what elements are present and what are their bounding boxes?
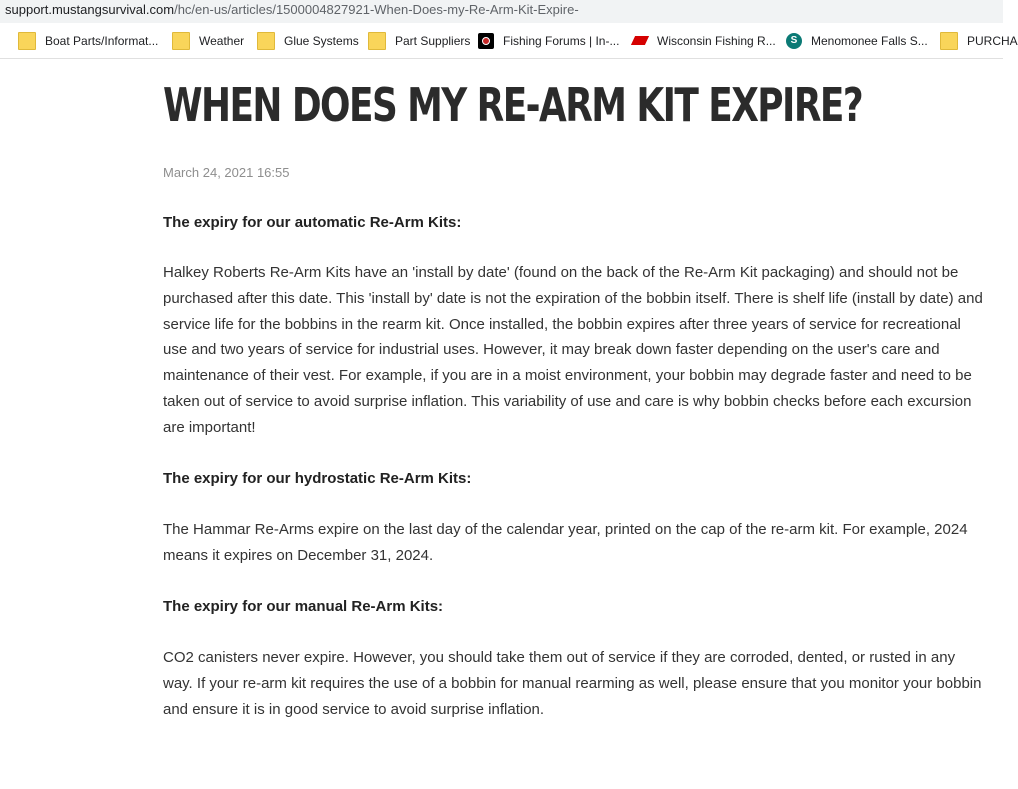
bookmark-label: Wisconsin Fishing R...: [657, 34, 776, 48]
bookmark-label: Fishing Forums | In-...: [503, 34, 620, 48]
bookmark-menomonee-falls[interactable]: [786, 31, 928, 51]
section-body-hydrostatic: The Hammar Re-Arms expire on the last day of the calendar year, printed on the cap of the re-arm kit. For example, 2024 means it expires on December 31, 2024.: [163, 521, 968, 564]
bookmark-label: Glue Systems: [284, 34, 359, 48]
sharepoint-icon: S: [786, 33, 802, 49]
section-heading-manual: The expiry for our manual Re-Arm Kits:: [163, 598, 444, 615]
section-heading-hydrostatic: The expiry for our hydrostatic Re-Arm Kits:: [163, 470, 472, 487]
section-heading-automatic: The expiry for our automatic Re-Arm Kits:: [163, 214, 462, 231]
section-body-manual: CO2 canisters never expire. However, you should take them out of service if they are corroded, dented, or rusted in any way. If your re-arm kit requires the use of a bobbin for manual rearming as well, please ensure that you monitor your bobbin and ensure it is in good service to avoid surprise inflation.: [163, 649, 982, 718]
folder-icon: [257, 32, 275, 50]
bookmark-label: PURCHA: [967, 34, 1018, 48]
bookmarks-bar: [0, 23, 1018, 59]
bookmark-purchasing[interactable]: [938, 31, 1018, 51]
bookmark-label: Weather: [199, 34, 245, 48]
section-body-automatic: Halkey Roberts Re-Arm Kits have an 'install by date' (found on the back of the Re-Arm Kit packaging) and should not be purchased after this date. This 'install by' date is not the expiration of the bobbin itself. There is shelf life (install by date) and service life for the bobbins in the rearm kit. Once installed, the bobbin expires after three years of service for recreational use and two years of service for industrial uses. However, it may break down faster depending on the user's care and maintenance of their vest. For example, if you are in a moist environment, your bobbin may degrade faster and need to be taken out of service to avoid surprise inflation. This variability of use and care is why bobbin checks before each excursion are important!: [163, 264, 983, 436]
url-path: /hc/en-us/articles/1500004827921-When-Does-my-Re-Arm-Kit-Expire-: [174, 2, 579, 17]
folder-icon: [172, 32, 190, 50]
article-title: WHEN DOES MY RE-ARM KIT EXPIRE?: [163, 78, 863, 132]
wisconsin-fishing-icon: [632, 33, 648, 49]
folder-icon: [18, 32, 36, 50]
article-date: March 24, 2021 16:55: [163, 165, 290, 180]
bookmark-wisconsin-fishing[interactable]: [632, 31, 776, 51]
url-domain: support.mustangsurvival.com: [5, 2, 175, 17]
bookmark-label: Part Suppliers: [395, 34, 471, 48]
bookmark-fishing-forums[interactable]: [478, 31, 619, 51]
bookmark-weather[interactable]: [170, 31, 244, 51]
bookmark-label: Boat Parts/Informat...: [45, 34, 159, 48]
bookmark-label: Menomonee Falls S...: [811, 34, 928, 48]
bookmark-part-suppliers[interactable]: [366, 31, 470, 51]
bookmark-glue-systems[interactable]: [255, 31, 359, 51]
address-bar[interactable]: [0, 0, 1003, 23]
folder-icon: [940, 32, 958, 50]
bookmark-boat-parts[interactable]: [16, 31, 158, 51]
fishing-forum-icon: [478, 33, 494, 49]
folder-icon: [368, 32, 386, 50]
